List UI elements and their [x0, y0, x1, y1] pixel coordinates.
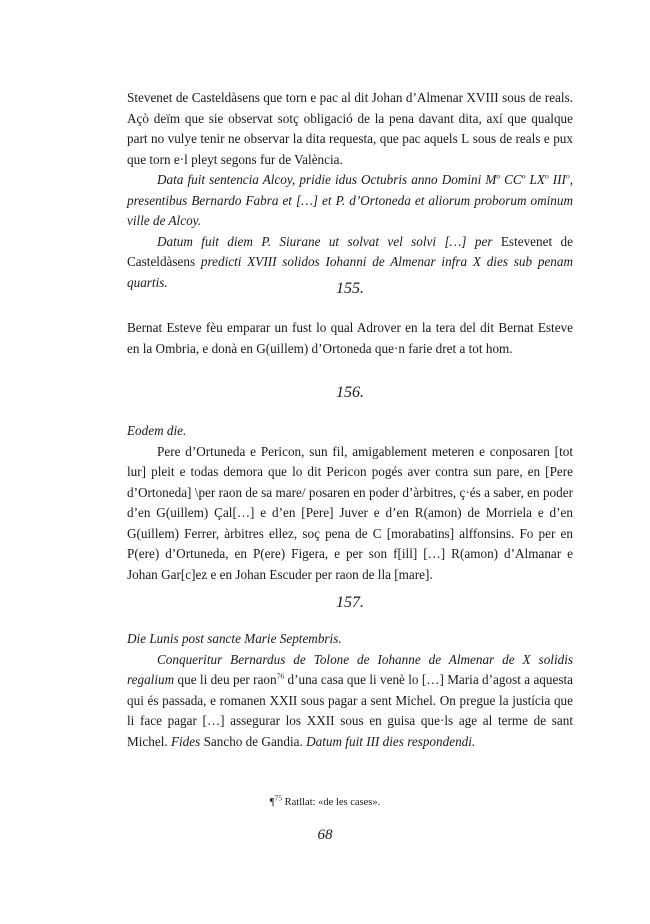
- entry-156-date: Eodem die.: [127, 423, 187, 438]
- page-number: 68: [317, 827, 333, 843]
- entry-156-text: [127, 421, 573, 585]
- entry-155-paragraph: Bernat Esteve fèu emparar un fust lo qual Adrover en la tera del dit Bernat Esteve en la Ombria, e donà en G(uillem) d’Ortoneda que·n farie dret a tot hom.: [127, 320, 573, 356]
- entry-number-157: 157.: [336, 594, 364, 611]
- footnote-number: 75: [274, 793, 282, 803]
- footnote: [0, 793, 650, 810]
- entry-157-text: [127, 629, 573, 752]
- entry-154-sentence-latin: Data fuit sentencia Alcoy, pridie idus Octubris anno Domini $M^o$ $CC^o$ $LX^o$ III$^o$, presentibus Bernardo Fabra et […] et P. d’Ortoneda et aliorum proborum ominum ville de Alcoy.: [127, 171, 573, 228]
- pilcrow-icon: ¶: [269, 797, 275, 808]
- entry-number-156: 156.: [336, 384, 364, 401]
- entry-154-text: [127, 88, 573, 293]
- entry-154-datum: Datum fuit diem P. Siurane ut solvat vel solvi […] per Estevenet de Casteldàsens predicti XVIII solidos Iohanni de Almenar infra X dies sub penam quartis.: [127, 233, 573, 290]
- footnote-text: Ratllat: «de les cases».: [282, 797, 381, 808]
- entry-155-text: [127, 318, 573, 359]
- entry-157-paragraph: Conqueritur Bernardus de Tolone de Iohanne de Almenar de X solidis regalium que li deu per raon$^{76}$ d’una casa que li venè lo […] Maria d’agost a aquesta qui és passada, e romanen XXII sous pagar a sent Michel. On pregue la justícia que li face pagar […] assegurar los XXII sous en guisa que·ls age al terme de sant Michel. Fides Sancho de Gandia. Datum fuit III dies respondendi.: [127, 651, 574, 749]
- entry-157-date: Die Lunis post sancte Marie Septembris.: [127, 631, 342, 646]
- footnote-ref-76: 76: [276, 671, 285, 681]
- entry-156-paragraph: Pere d’Ortuneda e Pericon, sun fil, amigablement meteren e conposaren [tot lur] pleit e todas demora que lo dit Pericon pogés aver contra sun pare, en [Pere d’Ortoneda] \per raon de sa mare/ posaren en poder d’àrbitres, ç·és a saber, en poder d’en G(uillem) Çal[…] e d’en [Pere] Juver e d’en R(amon) de Morriela e d’en G(uillem) Ferrer, àrbitres ellez, soç pena de C [morabatins] alffonsins. Fo per en P(ere) d’Ortuneda, en P(ere) Figera, e per son f[ill] […] R(amon) d’Almanar e Johan Gar[c]ez e en Johan Escuder per raon de lla [mare].: [127, 443, 573, 582]
- entry-number-155: 155.: [336, 280, 364, 297]
- entry-154-paragraph-1: Stevenet de Casteldàsens que torn e pac al dit Johan d’Almenar XVIII sous de reals. Açò deïm que sie observat sotç obligació de la pena davant dita, axí que qualque part no vulye tenir ne observar la dita requesta, que pac aquels L sous de reals e pux que torn e·l pleyt segons fur de València.: [127, 90, 573, 167]
